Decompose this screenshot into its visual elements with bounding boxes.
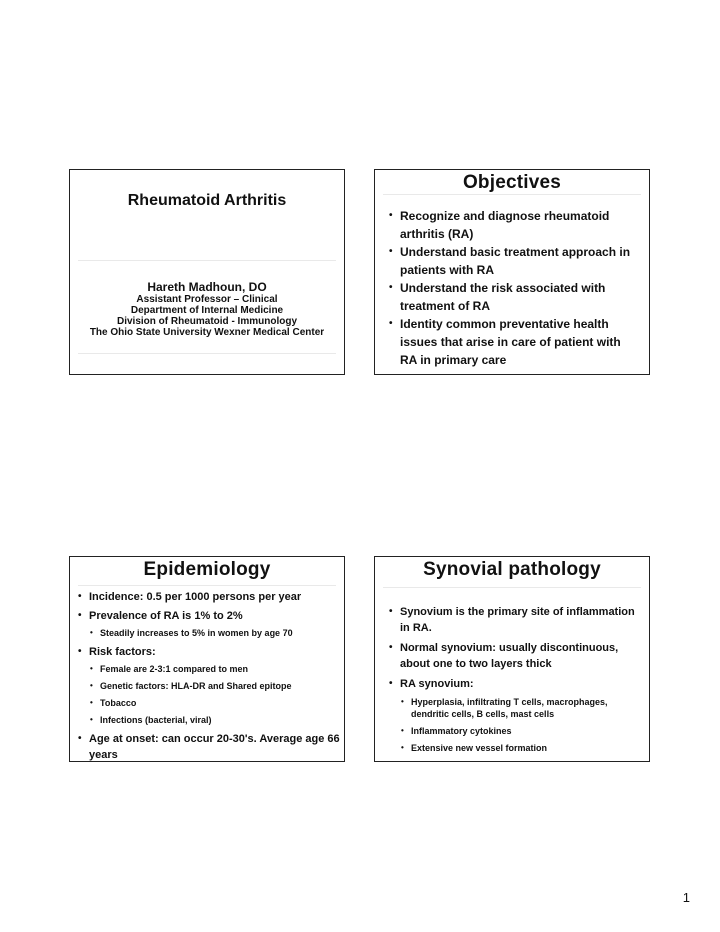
slide-title-card <box>69 169 345 375</box>
slide-synovial-pathology <box>374 556 650 762</box>
list-item: • Understand basic treatment approach in patients with RA <box>400 243 639 279</box>
list-item: • Risk factors: <box>89 644 340 660</box>
author-block <box>70 280 344 338</box>
list-item: • Recognize and diagnose rheumatoid arthritis (RA) <box>400 207 639 243</box>
list-item: • Normal synovium: usually discontinuous, about one to two layers thick <box>400 640 644 672</box>
list-item: • Prevalence of RA is 1% to 2% <box>89 608 340 624</box>
author-department: Department of Internal Medicine <box>130 305 284 316</box>
slide-objectives <box>374 169 650 375</box>
list-item: • RA synovium: <box>400 676 644 692</box>
slide-heading: Synovial pathology <box>423 559 601 580</box>
author-name: Hareth Madhoun, DO <box>147 280 267 294</box>
list-item: • Synovium is the primary site of inflammation in RA. <box>400 604 644 636</box>
slide-divider <box>78 585 336 586</box>
list-item: • Identity common preventative health issues that arise in care of patient with RA in primary care <box>400 315 639 369</box>
sub-list-item: • Infections (bacterial, viral) <box>100 714 340 726</box>
slide-divider <box>78 260 336 261</box>
slide-heading: Objectives <box>462 172 562 193</box>
sub-list-item: • Steadily increases to 5% in women by age 70 <box>100 627 340 639</box>
slide-heading: Epidemiology <box>143 559 271 580</box>
author-position: Assistant Professor – Clinical <box>136 294 278 305</box>
list-item: • Age at onset: can occur 20-30's. Average age 66 years <box>89 731 340 762</box>
sub-list-item: • Tobacco <box>100 697 340 709</box>
bullet-list <box>389 207 639 369</box>
sub-list-item: • Extensive new vessel formation <box>411 742 644 754</box>
bullet-list <box>389 604 644 759</box>
slide-divider <box>383 587 641 588</box>
slide-epidemiology <box>69 556 345 762</box>
list-item: • Understand the risk associated with treatment of RA <box>400 279 639 315</box>
sub-list-item: • Genetic factors: HLA-DR and Shared epitope <box>100 680 340 692</box>
sub-list-item: • Hyperplasia, infiltrating T cells, macrophages, dendritic cells, B cells, mast cells <box>411 696 644 720</box>
sub-list-item: • Inflammatory cytokines <box>411 725 644 737</box>
page-number: 1 <box>682 890 690 905</box>
slide-divider <box>383 194 641 195</box>
slide-divider <box>78 353 336 354</box>
bullet-list <box>78 589 340 762</box>
sub-list-item: • Female are 2-3:1 compared to men <box>100 663 340 675</box>
author-division: Division of Rheumatoid - Immunology <box>117 316 297 327</box>
author-institution: The Ohio State University Wexner Medical Center <box>89 327 325 338</box>
list-item: • Incidence: 0.5 per 1000 persons per year <box>89 589 340 605</box>
presentation-title: Rheumatoid Arthritis <box>127 192 287 209</box>
